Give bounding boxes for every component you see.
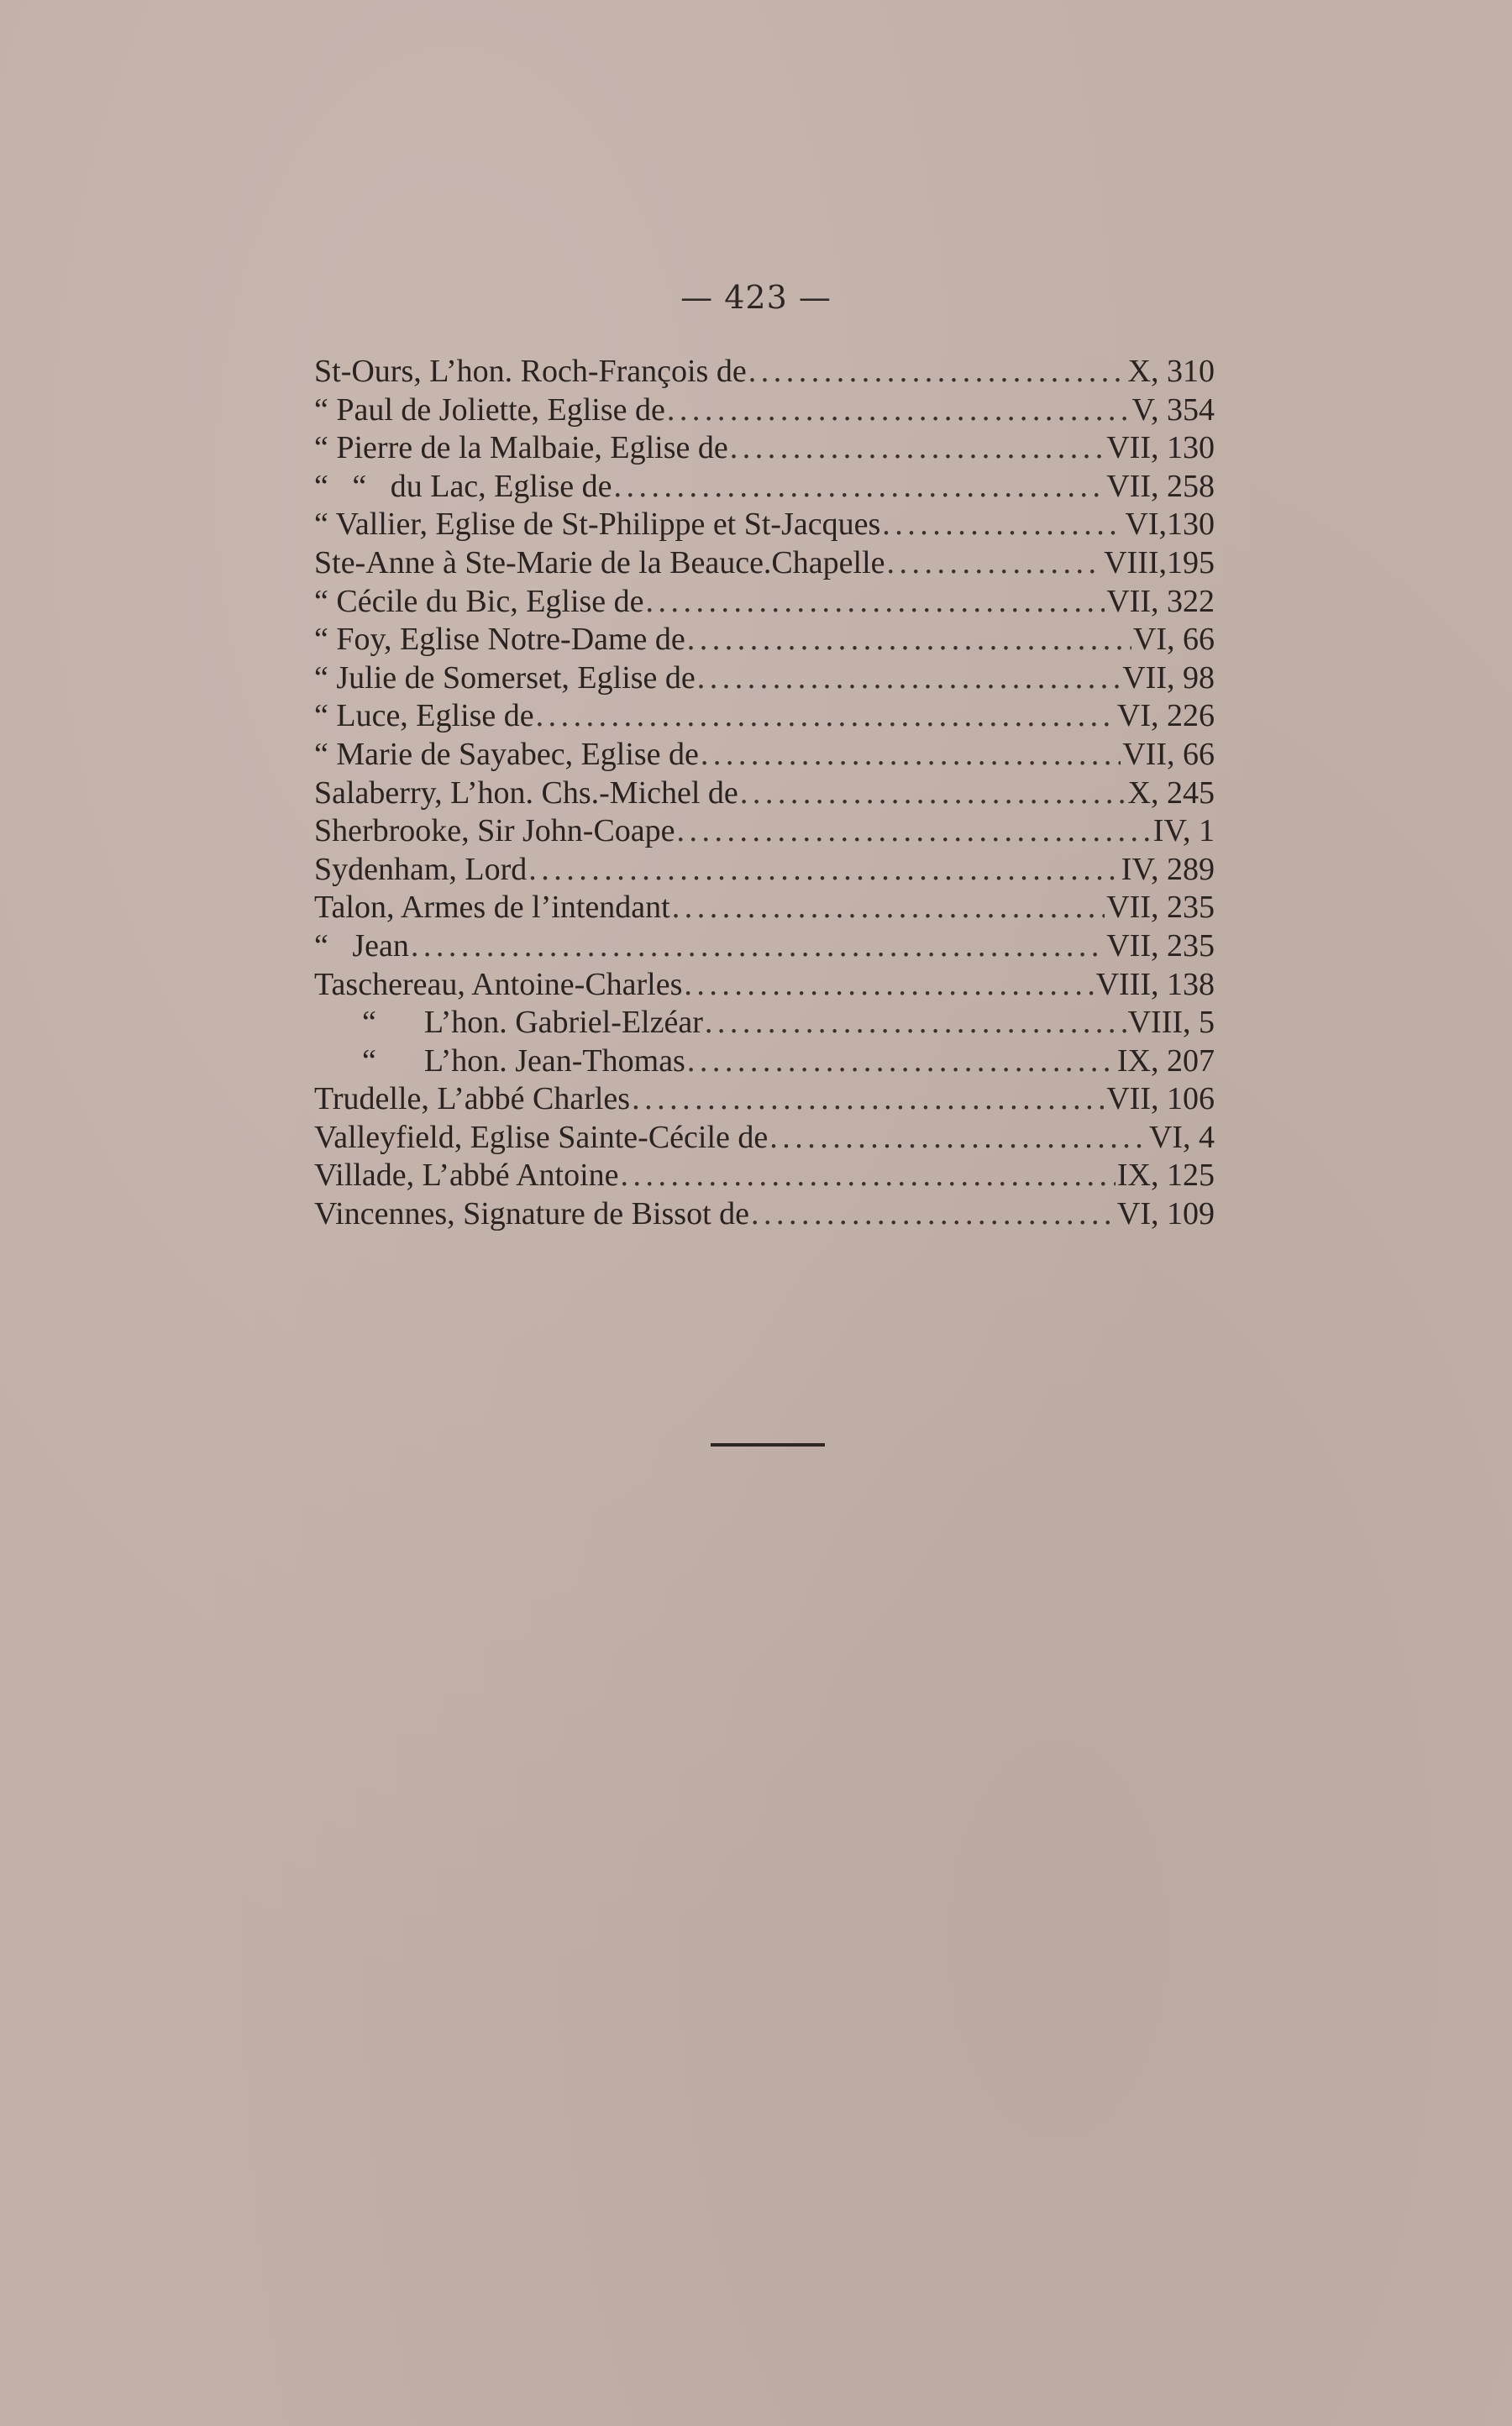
entry-name: St-Ours, L’hon. Roch-François de [314,354,747,389]
entry-reference: VI, 109 [1116,1196,1215,1232]
index-entry [314,775,1215,813]
index-list [314,353,1215,1234]
dot-leader [536,697,1116,736]
dot-leader [646,583,1105,622]
entry-reference: VI, 66 [1132,622,1215,658]
entry-reference: VII, 130 [1106,430,1215,466]
index-entry [314,1119,1215,1158]
index-entry [314,506,1215,544]
dot-leader [705,1004,1126,1042]
entry-name: “ Luce, Eglise de [314,698,534,734]
dot-leader [687,1042,1116,1081]
dot-leader [411,927,1105,966]
index-entry [314,544,1215,583]
entry-name: “ Jean [314,927,409,964]
entry-name: Salaberry, L’hon. Chs.-Michel de [314,775,738,811]
entry-reference: VIII,195 [1104,544,1215,580]
entry-reference: IX, 125 [1116,1158,1215,1194]
dot-leader [672,889,1105,927]
closing-rule [711,1443,825,1447]
index-entry [314,927,1215,966]
dot-leader [528,851,1120,890]
entry-reference: VII, 98 [1122,659,1215,696]
entry-name: “ “ du Lac, Eglise de [314,468,612,504]
index-entry [314,966,1215,1005]
index-entry [314,889,1215,927]
index-entry [314,429,1215,468]
index-entry [314,812,1215,851]
page-number: — 423 — [680,279,832,316]
dot-leader [614,468,1105,507]
entry-name: Valleyfield, Eglise Sainte-Cécile de [314,1119,769,1155]
entry-reference: VII, 258 [1106,468,1215,504]
entry-name: “ Paul de Joliette, Eglise de [314,391,665,428]
index-entry [314,468,1215,507]
dot-leader [667,391,1131,430]
dot-leader [730,429,1105,468]
index-entry [314,1157,1215,1195]
entry-name: Villade, L’abbé Antoine [314,1158,619,1194]
entry-name: Vincennes, Signature de Bissot de [314,1196,750,1232]
entry-reference: VI, 4 [1148,1119,1215,1155]
entry-reference: VII, 235 [1106,890,1215,926]
entry-reference: VII, 235 [1106,927,1215,964]
entry-reference: VI, 226 [1116,698,1215,734]
entry-reference: VII, 106 [1106,1081,1215,1117]
index-entry [314,1080,1215,1119]
entry-name: “ L’hon. Gabriel-Elzéar [314,1005,703,1041]
dot-leader [751,1195,1116,1234]
entry-reference: X, 310 [1127,354,1215,389]
entry-name: “ Pierre de la Malbaie, Eglise de [314,430,728,466]
index-entry [314,851,1215,890]
entry-reference: IV, 1 [1152,813,1215,849]
index-entry [314,1195,1215,1234]
entry-name: “ L’hon. Jean-Thomas [314,1042,685,1079]
entry-reference: IV, 289 [1121,851,1215,887]
dot-leader [687,621,1131,659]
entry-reference: VIII, 138 [1095,966,1215,1002]
dot-leader [632,1080,1105,1119]
entry-name: Ste-Anne à Ste-Marie de la Beauce.Chapelle [314,544,885,580]
entry-reference: VII, 322 [1106,583,1215,619]
dot-leader [621,1157,1116,1195]
entry-reference: VII, 66 [1122,736,1215,772]
entry-name: Taschereau, Antoine-Charles [314,966,683,1002]
entry-name: “ Vallier, Eglise de St-Philippe et St-Jacques [314,507,881,543]
entry-name: “ Marie de Sayabec, Eglise de [314,736,699,772]
entry-name: Sydenham, Lord [314,851,528,887]
index-entry [314,583,1215,622]
index-entry [314,1042,1215,1081]
entry-reference: V, 354 [1131,391,1215,428]
dot-leader [697,659,1121,698]
index-entry [314,621,1215,659]
dot-leader [748,353,1126,391]
dot-leader [740,775,1126,813]
index-entry [314,391,1215,430]
entry-name: “ Julie de Somerset, Eglise de [314,659,696,696]
index-entry [314,697,1215,736]
dot-leader [882,506,1123,544]
entry-name: “ Foy, Eglise Notre-Dame de [314,622,685,658]
index-entry [314,1004,1215,1042]
dot-leader [701,736,1121,775]
entry-reference: IX, 207 [1116,1042,1215,1079]
entry-reference: VI,130 [1125,507,1215,543]
index-entry [314,736,1215,775]
index-entry [314,659,1215,698]
entry-name: Trudelle, L’abbé Charles [314,1081,631,1117]
dot-leader [887,544,1103,583]
entry-reference: VIII, 5 [1127,1005,1215,1041]
dot-leader [677,812,1152,851]
dot-leader [769,1119,1147,1158]
dot-leader [684,966,1094,1005]
entry-name: Talon, Armes de l’intendant [314,890,670,926]
entry-reference: X, 245 [1127,775,1215,811]
entry-name: “ Cécile du Bic, Eglise de [314,583,644,619]
entry-name: Sherbrooke, Sir John-Coape [314,813,675,849]
index-entry [314,353,1215,391]
